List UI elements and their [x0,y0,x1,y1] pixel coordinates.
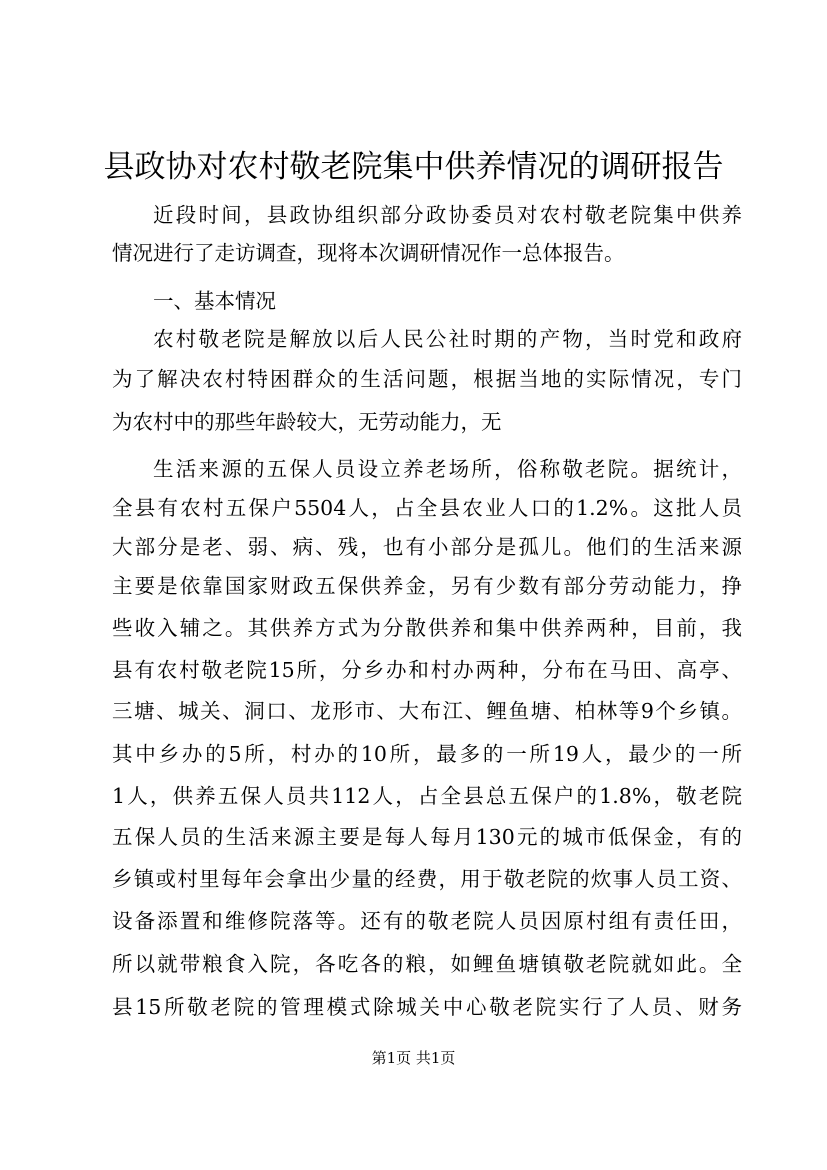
text-line: 大部分是老、弱、病、残，也有小部分是孤儿。他们的生活来源 [112,535,742,559]
text-line: 县15所敬老院的管理模式除城关中心敬老院实行了人员、财务 [112,995,742,1019]
text-line: 近段时间，县政协组织部分政协委员对农村敬老院集中供养 [153,203,742,227]
text-line: 主要是依靠国家财政五保供养金，另有少数有部分劳动能力，挣 [112,574,742,598]
page-number-footer: 第1页 共1页 [371,1049,456,1067]
text-line: 情况进行了走访调查，现将本次调研情况作一总体报告。 [112,241,625,265]
text-line: 县有农村敬老院15所，分乡办和村办两种，分布在马田、高亭、 [112,658,742,682]
text-line: 设备添置和维修院落等。还有的敬老院人员因原村组有责任田， [112,909,742,933]
text-line: 其中乡办的5所，村办的10所，最多的一所19人，最少的一所 [112,742,742,766]
text-line: 为了解决农村特困群众的生活问题，根据当地的实际情况，专门 [112,367,742,391]
text-line: 些收入辅之。其供养方式为分散供养和集中供养两种，目前，我 [112,616,742,640]
text-line: 三塘、城关、洞口、龙形市、大布江、鲤鱼塘、柏林等9个乡镇。 [112,699,742,723]
text-line: 1人，供养五保人员共112人，占全县总五保户的1.8%，敬老院 [112,784,742,808]
text-line: 五保人员的生活来源主要是每人每月130元的城市低保金，有的 [112,825,742,849]
document-title: 县政协对农村敬老院集中供养情况的调研报告 [103,149,724,185]
text-line: 乡镇或村里每年会拿出少量的经费，用于敬老院的炊事人员工资、 [112,867,742,891]
text-line: 农村敬老院是解放以后人民公社时期的产物，当时党和政府 [153,327,742,351]
text-line: 为农村中的那些年龄较大，无劳动能力，无 [112,410,502,434]
text-line: 生活来源的五保人员设立养老场所，俗称敬老院。据统计， [153,457,742,481]
section-heading: 一、基本情况 [153,289,276,313]
text-line: 所以就带粮食入院，各吃各的粮，如鲤鱼塘镇敬老院就如此。全 [112,952,742,976]
text-line: 全县有农村五保户5504人，占全县农业人口的1.2%。这批人员 [112,496,742,520]
